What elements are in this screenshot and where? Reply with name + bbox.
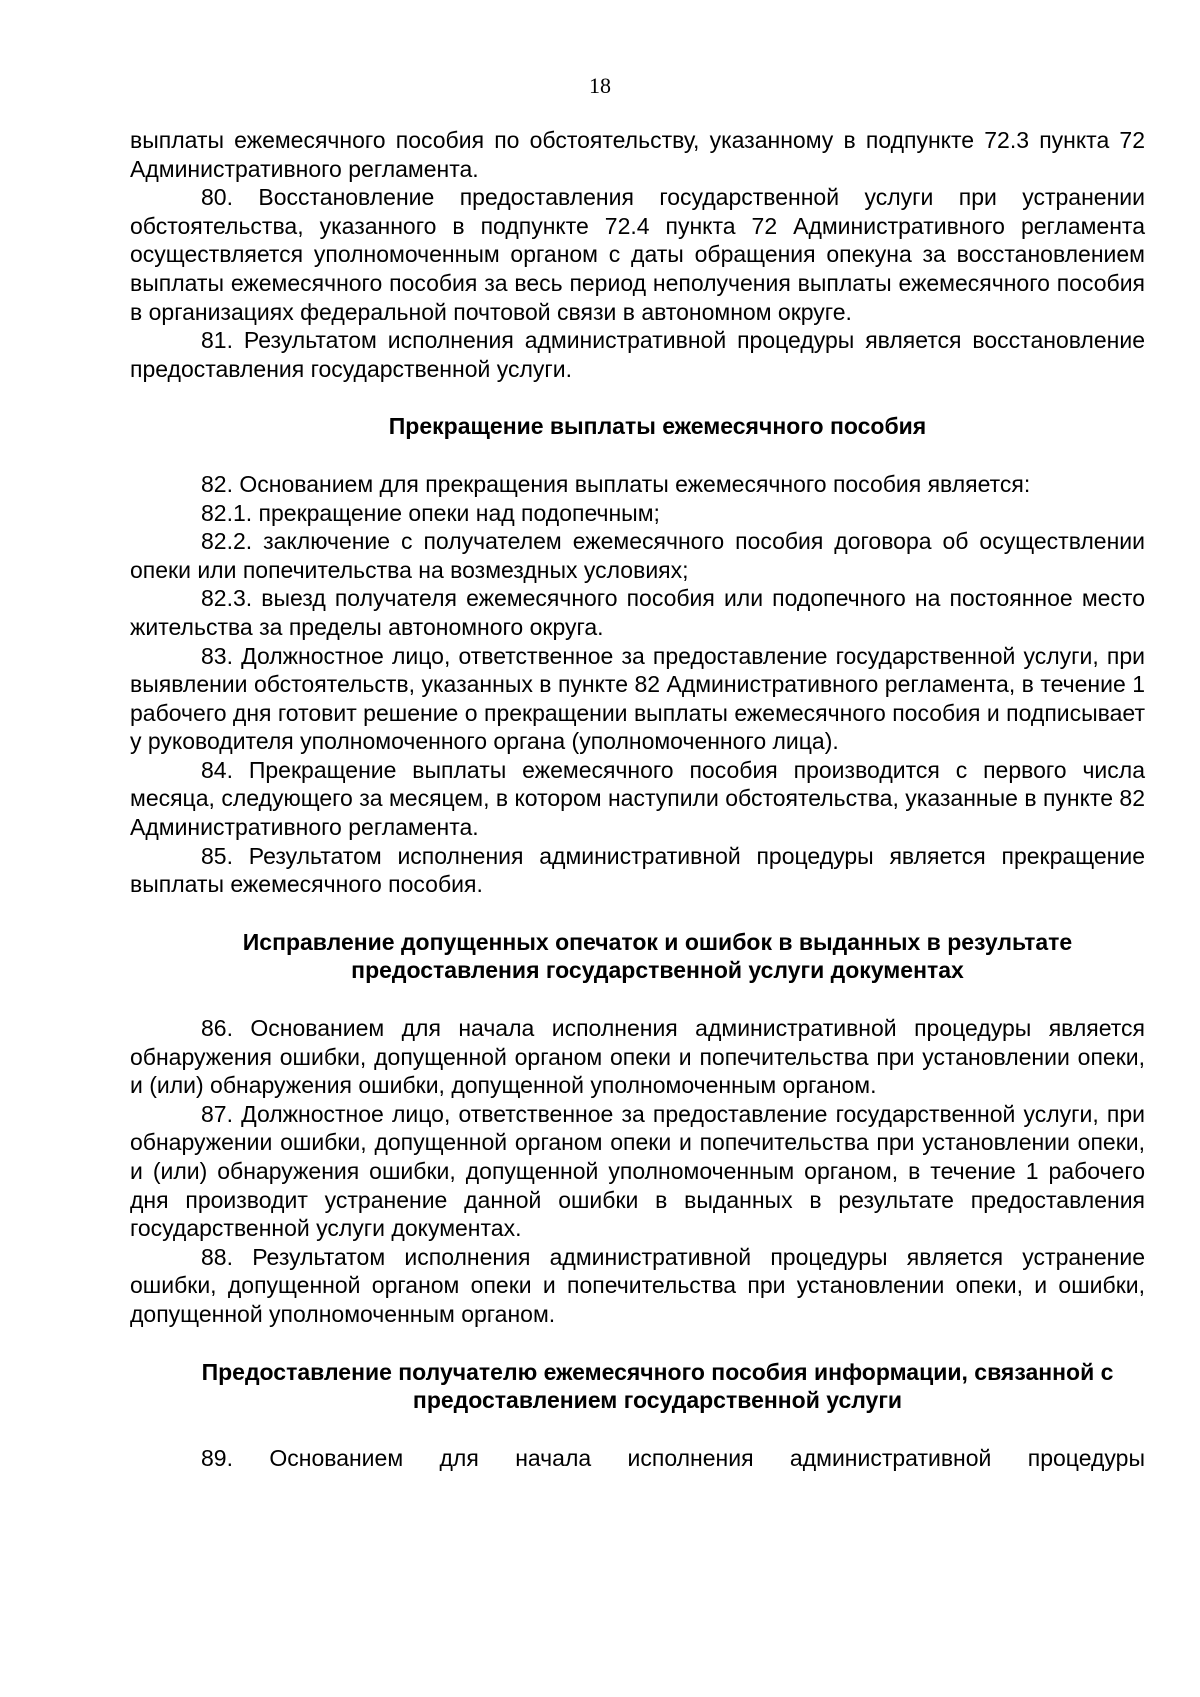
paragraph-86: 86. Основанием для начала исполнения административной процедуры является обнаружения ошибки, допущенной органом опеки и попечительства при установлении опеки, и (или) обнаружения ошибки, допущенной уполномоченным органом. <box>130 1015 1145 1099</box>
paragraph-85: 85. Результатом исполнения административной процедуры является прекращение выплаты ежемесячного пособия. <box>130 842 1145 898</box>
page-number: 18 <box>589 73 611 98</box>
section-heading-corrections: Исправление допущенных опечаток и ошибок в выданных в результате предоставления государственной услуги документах <box>242 928 1073 984</box>
paragraph-83: 83. Должностное лицо, ответственное за предоставление государственной услуги, при выявлении обстоятельств, указанных в пункте 82 Административного регламента, в течение 1 рабочего дня готовит решение о прекращении выплаты ежемесячного пособия и подписывает у руководителя уполномоченного органа (уполномоченного лица). <box>130 642 1145 755</box>
paragraph-89: 89. Основанием для начала исполнения административной процедуры <box>201 1444 1145 1471</box>
paragraph-82-2: 82.2. заключение с получателем ежемесячного пособия договора об осуществлении опеки или попечительства на возмездных условиях; <box>130 528 1145 583</box>
paragraph-84: 84. Прекращение выплаты ежемесячного пособия производится с первого числа месяца, следующего за месяцем, в котором наступили обстоятельства, указанные в пункте 82 Административного регламента. <box>130 756 1145 841</box>
paragraph-80: 80. Восстановление предоставления государственной услуги при устранении обстоятельства, указанного в подпункте 72.4 пункта 72 Административного регламента осуществляется уполномоченным органом с даты обращения опекуна за восстановлением выплаты ежемесячного пособия за весь период неполучения выплаты ежемесячного пособия в организациях федеральной почтовой связи в автономном округе. <box>130 184 1145 325</box>
paragraph-82-1: 82.1. прекращение опеки над подопечным; <box>201 499 660 526</box>
section-heading-information: Предоставление получателю ежемесячного пособия информации, связанной с предоставлением государственной услуги <box>201 1358 1114 1414</box>
paragraph-87: 87. Должностное лицо, ответственное за предоставление государственной услуги, при обнаружении ошибки, допущенной органом опеки и попечительства при установлении опеки, и (или) обнаружения ошибки, допущенной уполномоченным органом, в течение 1 рабочего дня производит устранение данной ошибки в выданных в результате предоставления государственной услуги документах. <box>130 1100 1145 1242</box>
document-body <box>130 126 1145 1472</box>
paragraph-88: 88. Результатом исполнения административной процедуры является устранение ошибки, допущенной органом опеки и попечительства при установлении опеки, и ошибки, допущенной уполномоченным органом. <box>130 1243 1145 1327</box>
section-heading-termination: Прекращение выплаты ежемесячного пособия <box>388 413 927 440</box>
paragraph-82: 82. Основанием для прекращения выплаты ежемесячного пособия является: <box>201 470 1031 497</box>
paragraph-82-3: 82.3. выезд получателя ежемесячного пособия или подопечного на постоянное место жительства за пределы автономного округа. <box>130 585 1145 640</box>
paragraph-81: 81. Результатом исполнения административной процедуры является восстановление предоставления государственной услуги. <box>130 327 1145 382</box>
paragraph-intro: выплаты ежемесячного пособия по обстоятельству, указанному в подпункте 72.3 пункта 72 Административного регламента. <box>130 127 1145 182</box>
